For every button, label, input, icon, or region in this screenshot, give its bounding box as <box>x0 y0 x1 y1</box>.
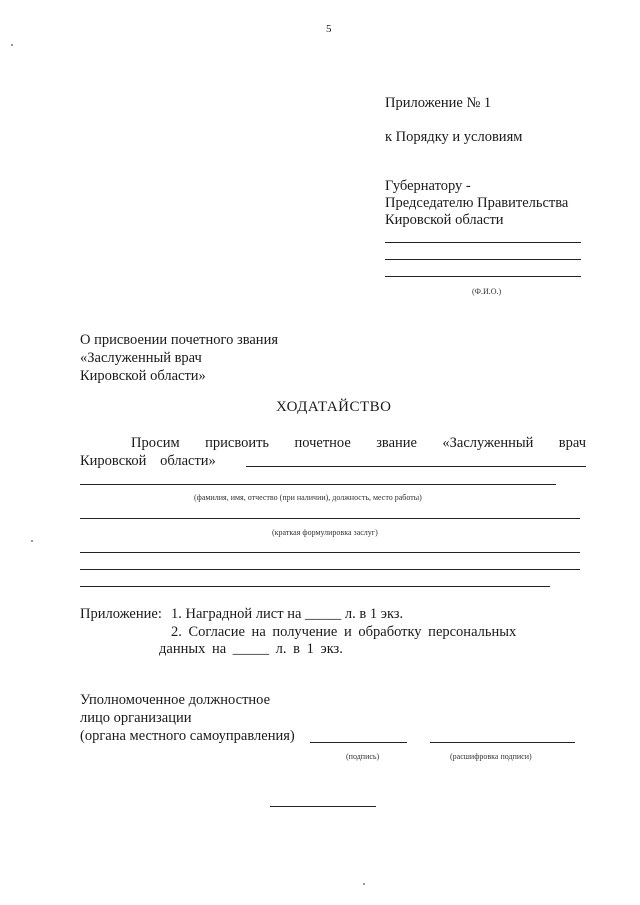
signatory-line-3: (органа местного самоуправления) <box>80 728 295 744</box>
decoding-blank-line <box>430 742 575 743</box>
decoding-caption: (расшифровка подписи) <box>450 752 532 761</box>
request-blank-line-2 <box>80 484 556 485</box>
addressee-line-1: Губернатору - <box>385 178 471 194</box>
request-line-2: Кировской области» <box>80 453 216 469</box>
signature-caption: (подпись) <box>346 752 380 761</box>
request-blank-line-3 <box>80 518 580 519</box>
signatory-line-2: лицо организации <box>80 710 192 726</box>
attachment-item-2-line-1: 2. Согласие на получение и обработку персональных <box>171 624 517 640</box>
date-blank-line <box>270 806 376 807</box>
scan-speck <box>11 44 13 46</box>
merits-blank-line-1 <box>80 552 580 553</box>
addressee-line-3: Кировской области <box>385 212 504 228</box>
addressee-blank-line-3 <box>385 276 581 277</box>
request-line-1 <box>131 434 586 452</box>
subject-line-2: «Заслуженный врач <box>80 350 202 366</box>
request-word: присвоить <box>205 435 270 451</box>
subject-line-3: Кировской области» <box>80 368 206 384</box>
request-word: «Заслуженный <box>442 435 534 451</box>
addressee-line-2: Председателю Правительства <box>385 195 569 211</box>
merits-blank-line-3 <box>80 586 550 587</box>
request-word: врач <box>558 435 586 451</box>
appendix-subtitle: к Порядку и условиям <box>385 129 523 145</box>
merits-caption: (краткая формулировка заслуг) <box>272 528 378 537</box>
addressee-blank-line-1 <box>385 242 581 243</box>
addressee-blank-line-2 <box>385 259 581 260</box>
request-word: почетное <box>294 435 351 451</box>
scan-speck <box>363 883 365 885</box>
page-number: 5 <box>326 23 332 35</box>
attachment-item-2-line-2: данных на _____ л. в 1 экз. <box>159 641 343 657</box>
scan-speck <box>31 540 33 542</box>
signatory-line-1: Уполномоченное должностное <box>80 692 271 708</box>
request-word: звание <box>376 435 417 451</box>
signature-blank-line <box>310 742 407 743</box>
request-word: Просим <box>131 435 180 451</box>
merits-blank-line-2 <box>80 569 580 570</box>
fio-caption: (Ф.И.О.) <box>472 287 502 296</box>
person-caption: (фамилия, имя, отчество (при наличии), должность, место работы) <box>194 493 422 502</box>
subject-line-1: О присвоении почетного звания <box>80 332 278 348</box>
attachments-label: Приложение: <box>80 606 162 622</box>
attachment-item-1: 1. Наградной лист на _____ л. в 1 экз. <box>171 606 404 622</box>
document-heading: ХОДАТАЙСТВО <box>276 399 392 415</box>
request-blank-line-1 <box>246 466 586 467</box>
appendix-title: Приложение № 1 <box>385 95 492 111</box>
